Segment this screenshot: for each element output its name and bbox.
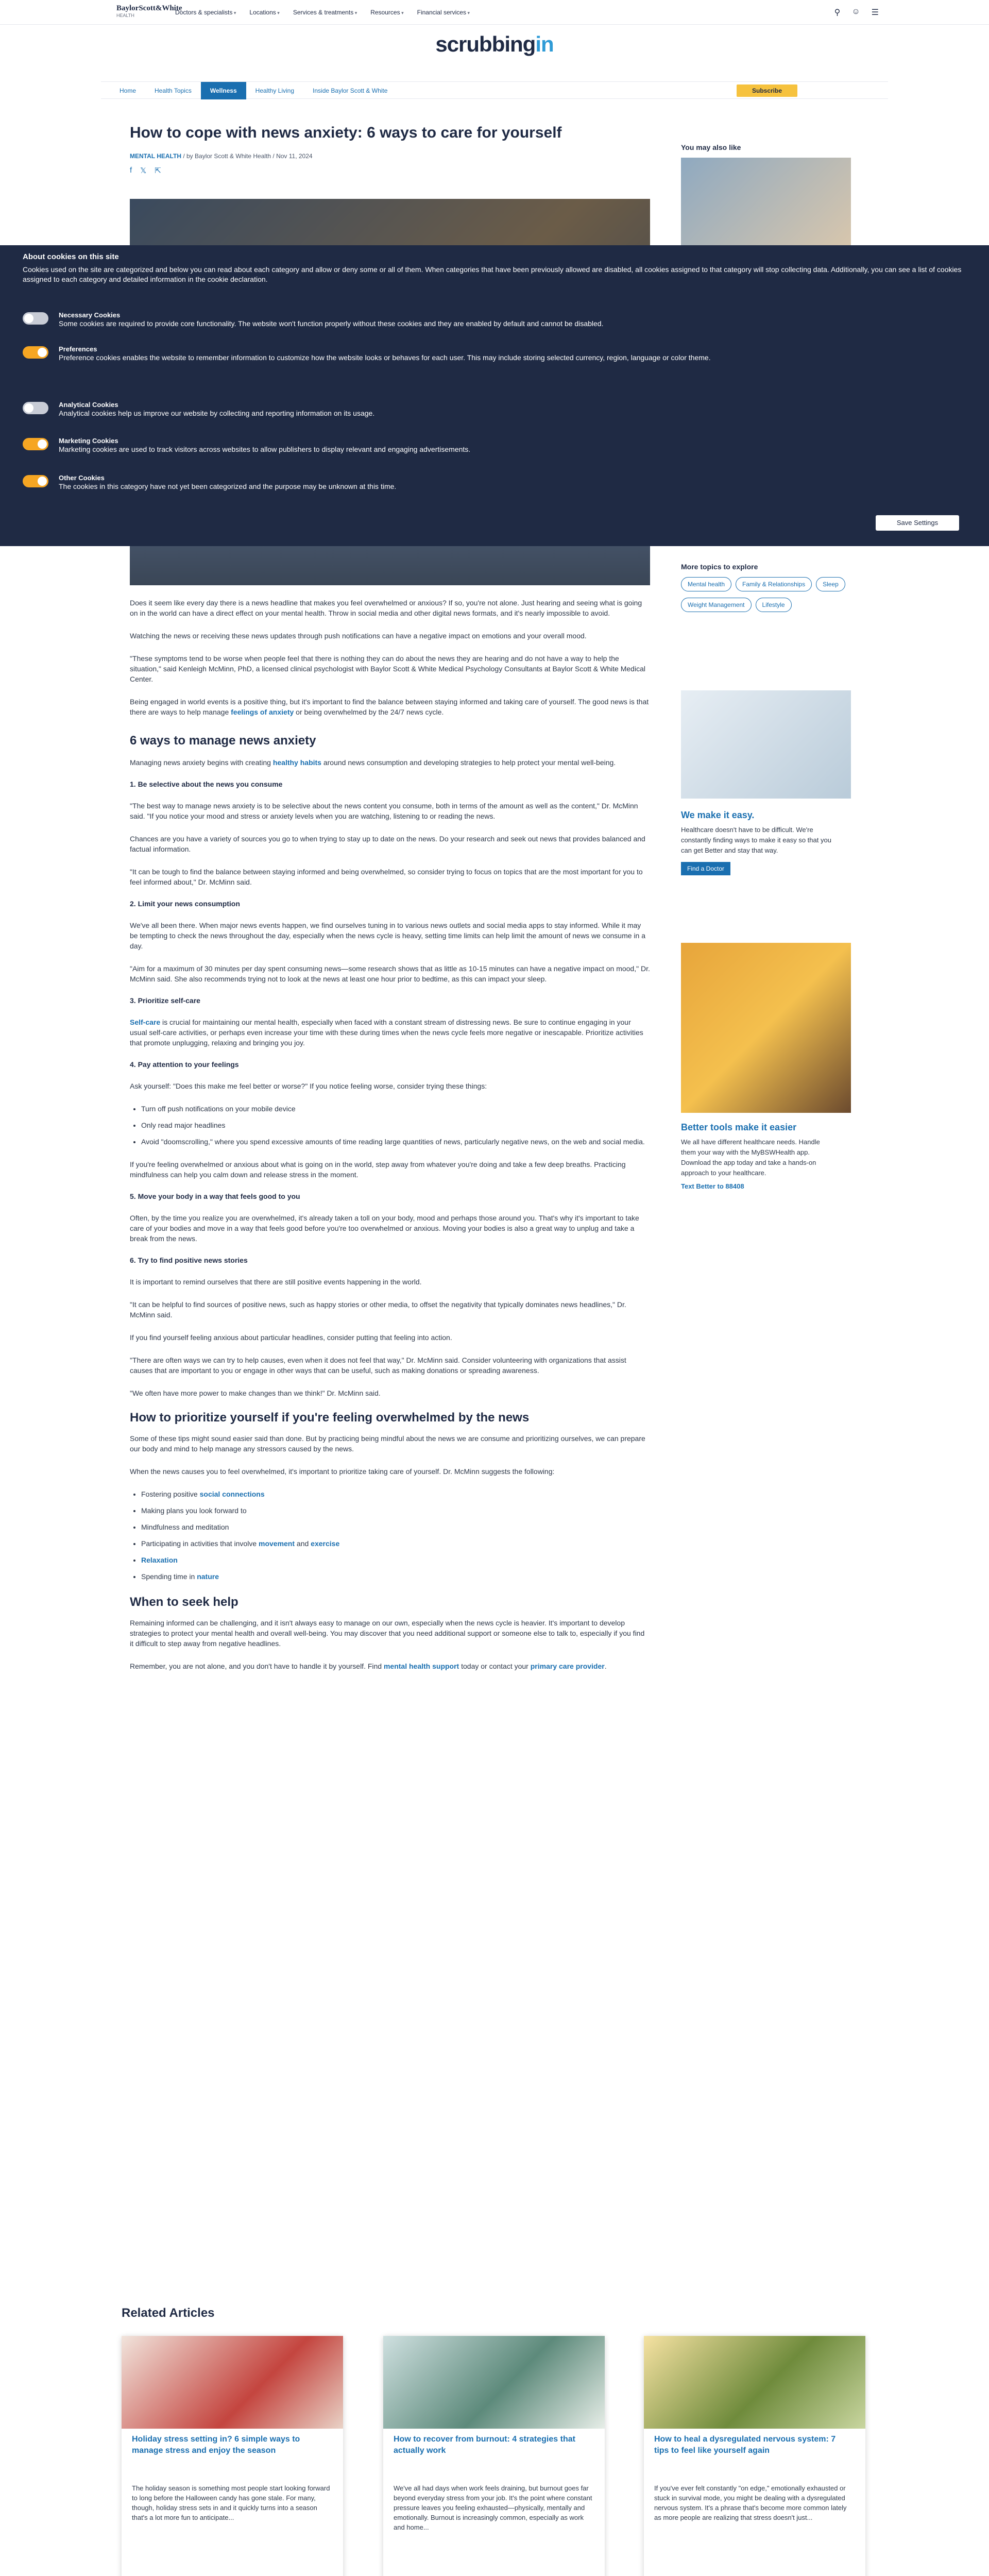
find-doctor-button[interactable]: Find a Doctor bbox=[681, 862, 730, 875]
also-like-thumbnail[interactable] bbox=[681, 158, 851, 245]
feelings-list bbox=[130, 1104, 650, 1147]
nav-locations[interactable]: Locations ▾ bbox=[249, 9, 279, 16]
toggle-other[interactable] bbox=[23, 475, 48, 487]
list-item: • Only read major headlines bbox=[141, 1120, 650, 1130]
card-image bbox=[122, 2336, 343, 2429]
text-better-link[interactable]: Text Better to 88408 bbox=[681, 1182, 744, 1190]
nav-doctors[interactable]: Doctors & specialists ▾ bbox=[175, 9, 236, 16]
promo-image-app bbox=[681, 943, 851, 1113]
subnav-home[interactable]: Home bbox=[120, 87, 137, 94]
related-card[interactable]: How to recover from burnout: 4 strategies that actually work We've all had days when work feels draining, but burnout goes far beyond everyday stress from your job. It's the point where constant pressure leaves you feeling exhausted—physically, mentally and emotionally. Burnout is increasingly common, especially as work and home... bbox=[383, 2336, 605, 2576]
topic-weight[interactable]: Weight Management bbox=[681, 598, 752, 612]
list-item: • Making plans you look forward to bbox=[141, 1505, 650, 1516]
site-brand[interactable]: scrubbingin bbox=[435, 32, 554, 56]
exercise-link[interactable]: exercise bbox=[311, 1539, 340, 1548]
self-care-link[interactable]: Self-care bbox=[130, 1018, 161, 1026]
topic-sleep[interactable]: Sleep bbox=[816, 577, 845, 591]
list-item: • Fostering positive social connections bbox=[141, 1489, 650, 1499]
header-icons bbox=[834, 7, 879, 18]
list-item: • Turn off push notifications on your mobile device bbox=[141, 1104, 650, 1114]
subnav-inside-bsw[interactable]: Inside Baylor Scott & White bbox=[313, 87, 388, 94]
section-heading-prioritize: How to prioritize yourself if you're feeling overwhelmed by the news bbox=[130, 1411, 530, 1425]
toggle-necessary[interactable] bbox=[23, 312, 48, 325]
top-nav bbox=[175, 9, 470, 16]
category-link[interactable]: MENTAL HEALTH bbox=[130, 152, 181, 160]
you-may-also-like: You may also like bbox=[681, 143, 741, 151]
section-heading-help: When to seek help bbox=[130, 1595, 238, 1609]
subnav-healthy-living[interactable]: Healthy Living bbox=[255, 87, 295, 94]
logo[interactable]: BaylorScott&White HEALTH bbox=[116, 4, 182, 18]
section-heading-ways: 6 ways to manage news anxiety bbox=[130, 734, 316, 748]
sub-nav bbox=[101, 81, 888, 99]
movement-link[interactable]: movement bbox=[259, 1539, 295, 1548]
x-icon[interactable]: 𝕏 bbox=[140, 166, 147, 175]
cookie-banner: About cookies on this site Cookies used on the site are categorized and below you can read about each category and allow or deny some or all of them. When categories that have been previously allowed are disabled, all cookies assigned to that category will stop collecting data. Additionally, you can see a list of cookies assigned to each category and detailed information in the cookie declaration. Necessary Cookies Some cookies are required to provide core functionality. The website won't function properly without these cookies and they are enabled by default and cannot be disabled. Preferences Preference cookies enables the website to remember information to customize how the website looks or behaves for each user. This may include storing selected currency, region, language or color theme. Analytical Cookies Analytical cookies help us improve our website by collecting and reporting information on its usage. Marketing Cookies Marketing cookies are used to track visitors across websites to allow publishers to display relevant and engaging advertisements. Other Cookies The cookies in this category have not yet been categorized and the purpose may be unknown at this time. Save Settings bbox=[0, 245, 989, 546]
list-item: • Spending time in nature bbox=[141, 1571, 650, 1582]
nav-services[interactable]: Services & treatments ▾ bbox=[293, 9, 357, 16]
anxiety-link[interactable]: feelings of anxiety bbox=[231, 708, 294, 716]
topic-lifestyle[interactable]: Lifestyle bbox=[756, 598, 792, 612]
cookie-title: About cookies on this site bbox=[23, 252, 119, 261]
toggle-preferences[interactable] bbox=[23, 346, 48, 359]
prioritize-list bbox=[130, 1489, 650, 1582]
share-icons bbox=[130, 166, 161, 175]
related-heading: Related Articles bbox=[122, 2306, 215, 2320]
promo-image-doctor bbox=[681, 690, 851, 799]
subnav-health-topics[interactable]: Health Topics bbox=[155, 87, 192, 94]
top-bar bbox=[0, 0, 989, 25]
share-icon[interactable]: ⇱ bbox=[155, 166, 161, 175]
list-item: • Mindfulness and meditation bbox=[141, 1522, 650, 1532]
nav-financial[interactable]: Financial services ▾ bbox=[417, 9, 470, 16]
promo-tools: Better tools make it easier We all have different healthcare needs. Handle them your way with the MyBSWHealth app. Download the app today and take a hands-on approach to your healthcare. Text Better to 88408 bbox=[681, 1122, 851, 1190]
subnav-wellness[interactable]: Wellness bbox=[201, 82, 246, 99]
primary-care-link[interactable]: primary care provider bbox=[530, 1662, 605, 1670]
list-item: • Avoid "doomscrolling," where you spend excessive amounts of time reading large quantities of news, particularly negative news, on the web and social media. bbox=[141, 1137, 650, 1147]
healthy-habits-link[interactable]: healthy habits bbox=[272, 758, 321, 767]
social-connections-link[interactable]: social connections bbox=[199, 1490, 265, 1498]
related-card[interactable]: Holiday stress setting in? 6 simple ways to manage stress and enjoy the season The holiday season is something most people start looking forward to long before the Halloween candy has gone stale. For many, though, holiday stress sets in and it quickly turns into a season that's a lot more fun to anticipate... bbox=[122, 2336, 343, 2576]
byline: MENTAL HEALTH / by Baylor Scott & White Health / Nov 11, 2024 bbox=[130, 152, 313, 160]
page-title: How to cope with news anxiety: 6 ways to care for yourself bbox=[130, 124, 562, 141]
card-image bbox=[383, 2336, 605, 2429]
related-card[interactable]: How to heal a dysregulated nervous system: 7 tips to feel like yourself again If you've ever felt constantly "on edge," emotionally exhausted or stuck in survival mode, you might be dealing with a dysregulated nervous system. It's a phrase that's become more common lately as more people are realizing that stress doesn't just... bbox=[644, 2336, 865, 2576]
nav-resources[interactable]: Resources ▾ bbox=[370, 9, 403, 16]
toggle-marketing[interactable] bbox=[23, 438, 48, 450]
more-topics: More topics to explore Mental health Family & Relationships SleepWeight Management Lifestyle bbox=[681, 563, 851, 618]
toggle-analytical[interactable] bbox=[23, 402, 48, 414]
save-settings-button[interactable]: Save Settings bbox=[876, 515, 959, 531]
menu-icon[interactable]: ☰ bbox=[871, 8, 879, 17]
promo-easy: We make it easy. Healthcare doesn't have to be difficult. We're constantly finding ways to make it easy so that you can get Better and stay that way. Find a Doctor bbox=[681, 810, 851, 875]
relaxation-link[interactable]: Relaxation bbox=[141, 1556, 178, 1564]
subscribe-button[interactable]: Subscribe bbox=[737, 84, 797, 97]
search-icon[interactable]: ⚲ bbox=[834, 8, 841, 17]
user-icon[interactable]: ☺ bbox=[851, 7, 860, 16]
list-item: • Participating in activities that involve movement and exercise bbox=[141, 1538, 650, 1549]
list-item bbox=[141, 1555, 650, 1565]
card-image bbox=[644, 2336, 865, 2429]
mental-health-support-link[interactable]: mental health support bbox=[383, 1662, 459, 1670]
topic-family[interactable]: Family & Relationships bbox=[736, 577, 812, 591]
nature-link[interactable]: nature bbox=[197, 1572, 219, 1581]
cookie-desc: Cookies used on the site are categorized and below you can read about each category and allow or deny some or all of them. When categories that have been previously allowed are disabled, all cookies assigned to that category will stop collecting data. Additionally, you can see a list of cookies assigned to each category and detailed information in the cookie declaration. bbox=[23, 265, 962, 283]
facebook-icon[interactable]: f bbox=[130, 166, 132, 175]
article-body: Does it seem like every day there is a news headline that makes you feel overwhelmed or anxious? If so, you're not alone. Just hearing and seeing what is going on in the world can have a direct effect on your mental health. Throw in social media and other digital news formats, and it's nearly impossible to avoid. Watching the news or receiving these news updates through push notifications can have a negative impact on emotions and your overall mood. "These symptoms tend to be worse when people feel that there is nothing they can do about the news they are hearing and do not have a way to help the situation," said Kenleigh McMinn, PhD, a licensed clinical psychologist with Baylor Scott & White Medical Psychology Consultants at Baylor Scott & White Medical Center. Being engaged in world events is a positive thing, but it's important to find the balance between staying informed and taking care of yourself. The good news is that there are ways to help manage feelings of anxiety or being overwhelmed by the 24/7 news cycle. 6 ways to manage news anxiety Managing news anxiety begins with creating healthy habits around news consumption and developing strategies to help protect your mental well-being. 1. Be selective about the news you consume "The best way to manage news anxiety is to be selective about the news content you consume, both in terms of the amount as well as the content," Dr. McMinn said. "If you notice your mood and stress or anxiety levels when you are watching, listening to or reading the news. Chances are you have a variety of sources you go to when trying to stay up to date on the news. Do your research and seek out news that provides balanced and factual information. "It can be tough to find the balance between staying informed and being overwhelmed, so consider trying to focus on topics that are the most important for you to feel informed about," Dr. McMinn said. 2. Limit your news consumption We've all been there. When major news events happen, we find ourselves tuning in to various news outlets and social media apps to stay informed. While it may be tempting to check the news throughout the day, especially when the news cycle is heavy, setting time limits can help limit the amount of news we consume in a day. "Aim for a maximum of 30 minutes per day spent consuming news—some research shows that as little as 10-15 minutes can have a negative impact on mood," Dr. McMinn said. She also recommends trying not to look at the news at least one hour prior to bedtime, as this can impact your sleep. 3. Prioritize self-care Self-care is crucial for maintaining our mental health, especially when faced with a constant stream of distressing news. Be sure to continue engaging in your usual self-care activities, or perhaps even increase your time with these during times when the news cycle feels more negative or inescapable. Prioritize activities that promote unplugging, relaxing and bringing you joy. 4. Pay attention to your feelings Ask yourself: "Does this make me feel better or worse?" If you notice feeling worse, consider trying these things: • Turn off push notifications on your mobile device • Only read major headlines • Avoid "doomscrolling," where you spend excessive amounts of time reading large quantities of news, particularly negative news, on the web and social media. If you're feeling overwhelmed or anxious about what is going on in the world, step away from whatever you're doing and take a few deep breaths. Practicing mindfulness can help you calm down and release stress in the moment. 5. Move your body in a way that feels good to you Often, by the time you realize you are overwhelmed, it's already taken a toll on your body, mood and perhaps those around you. That's why it's important to take care of your bodies and move in a way that feels good before you're too overwhelmed or anxious. Moving your bodies is also a great way to unplug and take a break from the news. 6. Try to find positive news stories It is important to remind ourselves that there are still positive events happening in the world. "It can be helpful to find sources of positive news, such as happy stories or other media, to offset the negativity that typically dominates news headlines," Dr. McMinn said. If you find yourself feeling anxious about particular headlines, consider putting that feeling into action. "There are often ways we can try to help causes, even when it does not feel that way," Dr. McMinn said. Consider volunteering with organizations that assist causes that are important to you or engage in other ways that can be useful, such as making donations or spreading awareness. "We often have more power to make changes than we think!" Dr. McMinn said. How to prioritize yourself if you're feeling overwhelmed by the news Some of these tips might sound easier said than done. But by practicing being mindful about the news we are consume and prioritizing ourselves, we can prepare our body and mind to help manage any stressors caused by the news. When the news causes you to feel overwhelmed, it's important to prioritize taking care of yourself. Dr. McMinn suggests the following: • Fostering positive social connections • Making plans you look forward to • Mindfulness and meditation • Participating in activities that involve movement and exercise • Relaxation • Spending time in nature When to seek help Remaining informed can be challenging, and it isn't always easy to manage on our own, especially when the news cycle is heavier. It's important to develop strategies to protect your mental health and overall well-being. You may discover that you need additional support or someone else to talk to, especially if you find it difficult to step away from negative headlines. Remember, you are not alone, and you don't have to handle it by yourself. Find mental health support today or contact your primary care provider. bbox=[130, 598, 650, 1671]
topic-mental-health[interactable]: Mental health bbox=[681, 577, 731, 591]
